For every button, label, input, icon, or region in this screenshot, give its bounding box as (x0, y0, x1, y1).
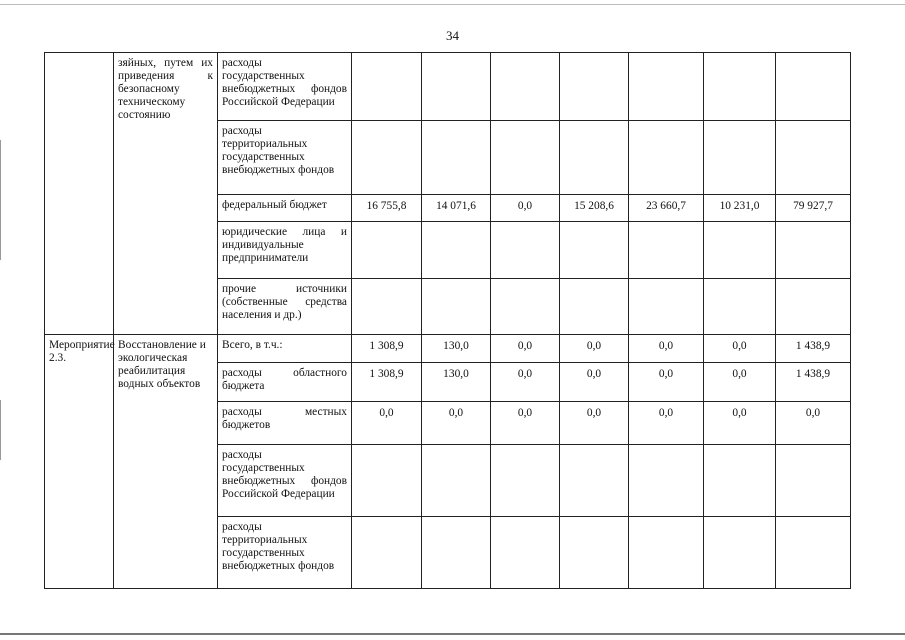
value-cell (629, 517, 704, 589)
value-cell: 0,0 (704, 363, 776, 402)
value-cell: 79 927,7 (776, 195, 851, 222)
value-cell: 0,0 (776, 402, 851, 445)
value-cell: 0,0 (560, 402, 629, 445)
value-cell (629, 53, 704, 121)
value-cell (704, 121, 776, 195)
scan-margin-mark (0, 140, 1, 260)
value-cell (422, 222, 491, 279)
value-cell: 0,0 (629, 402, 704, 445)
value-cell: 130,0 (422, 363, 491, 402)
value-cell (422, 517, 491, 589)
value-cell (629, 445, 704, 517)
value-cell (629, 222, 704, 279)
value-cell: 0,0 (352, 402, 422, 445)
value-cell: 1 438,9 (776, 363, 851, 402)
value-cell (422, 53, 491, 121)
value-cell: 0,0 (704, 335, 776, 363)
value-cell (560, 517, 629, 589)
value-cell: 130,0 (422, 335, 491, 363)
value-cell (352, 121, 422, 195)
value-cell (560, 222, 629, 279)
value-cell (629, 279, 704, 335)
page-number: 34 (446, 28, 459, 43)
funding-source-cell: расходы областного бюджета (218, 363, 352, 402)
value-cell: 0,0 (629, 363, 704, 402)
funding-source-cell: расходы территориальных государственных внебюджетных фондов (218, 121, 352, 195)
table-row (45, 53, 851, 121)
value-cell (352, 445, 422, 517)
value-cell (560, 279, 629, 335)
value-cell (352, 279, 422, 335)
value-cell: 0,0 (491, 335, 560, 363)
value-cell: 0,0 (560, 335, 629, 363)
activity-name-cell: зяйных, путем их приведения к безопасному техническому состоянию (114, 53, 218, 335)
funding-source-cell: Всего, в т.ч.: (218, 335, 352, 363)
activity-code-cell (45, 53, 114, 335)
value-cell (776, 121, 851, 195)
value-cell (704, 279, 776, 335)
scan-margin-mark (0, 400, 1, 460)
funding-source-cell: федеральный бюджет (218, 195, 352, 222)
activity-name-cell: Восстановление и экологическая реабилитация водных объектов (114, 335, 218, 589)
value-cell: 0,0 (629, 335, 704, 363)
value-cell (352, 53, 422, 121)
value-cell: 0,0 (491, 402, 560, 445)
value-cell (776, 279, 851, 335)
value-cell (776, 53, 851, 121)
value-cell (704, 517, 776, 589)
value-cell (491, 517, 560, 589)
value-cell (629, 121, 704, 195)
value-cell: 0,0 (491, 195, 560, 222)
funding-source-cell: расходы государственных внебюджетных фондов Российской Федерации (218, 445, 352, 517)
scan-edge-top (0, 4, 905, 5)
value-cell: 15 208,6 (560, 195, 629, 222)
value-cell (422, 121, 491, 195)
value-cell (776, 517, 851, 589)
value-cell (352, 517, 422, 589)
value-cell: 1 308,9 (352, 363, 422, 402)
value-cell (776, 445, 851, 517)
value-cell (491, 121, 560, 195)
scan-edge-bottom (0, 633, 905, 635)
value-cell: 16 755,8 (352, 195, 422, 222)
value-cell: 23 660,7 (629, 195, 704, 222)
value-cell: 0,0 (491, 363, 560, 402)
value-cell (422, 445, 491, 517)
value-cell (352, 222, 422, 279)
value-cell (704, 53, 776, 121)
value-cell (491, 222, 560, 279)
funding-source-cell: расходы государственных внебюджетных фондов Российской Федерации (218, 53, 352, 121)
funding-source-cell: расходы местных бюджетов (218, 402, 352, 445)
value-cell (560, 121, 629, 195)
table-row (45, 335, 851, 363)
value-cell (560, 53, 629, 121)
activity-code-cell: Мероприятие 2.3. (45, 335, 114, 589)
value-cell: 0,0 (704, 402, 776, 445)
value-cell (491, 279, 560, 335)
funding-source-cell: прочие источники (собственные средства населения и др.) (218, 279, 352, 335)
budget-table (44, 52, 851, 589)
value-cell (491, 53, 560, 121)
value-cell: 1 308,9 (352, 335, 422, 363)
funding-source-cell: юридические лица и индивидуальные предприниматели (218, 222, 352, 279)
value-cell (560, 445, 629, 517)
funding-source-cell: расходы территориальных государственных внебюджетных фондов (218, 517, 352, 589)
value-cell (776, 222, 851, 279)
value-cell: 1 438,9 (776, 335, 851, 363)
value-cell (491, 445, 560, 517)
value-cell (704, 445, 776, 517)
value-cell (422, 279, 491, 335)
value-cell: 0,0 (560, 363, 629, 402)
value-cell: 0,0 (422, 402, 491, 445)
value-cell (704, 222, 776, 279)
value-cell: 10 231,0 (704, 195, 776, 222)
value-cell: 14 071,6 (422, 195, 491, 222)
